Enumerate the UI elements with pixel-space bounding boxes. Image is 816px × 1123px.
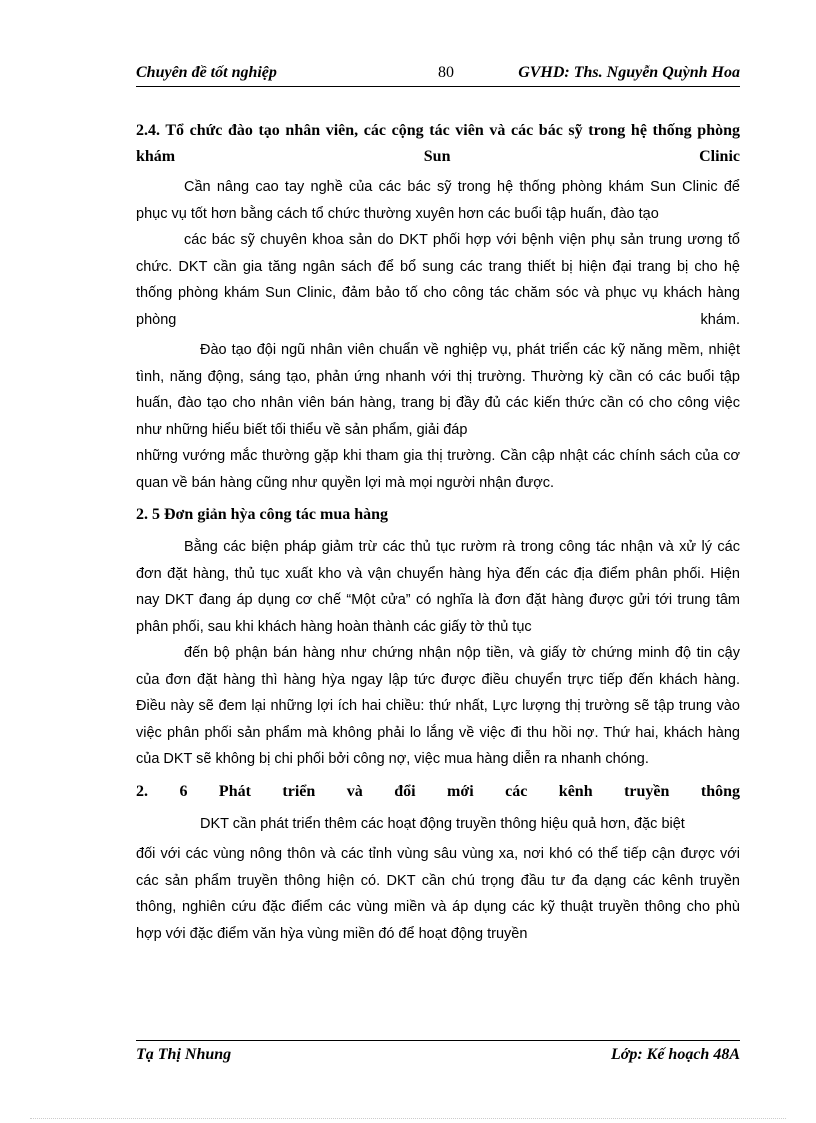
paragraph: Đào tạo đội ngũ nhân viên chuẩn về nghiệp vụ, phát triển các kỹ năng mềm, nhiệt tình, năng động, sáng tạo, phản ứng nhanh với thị trường. Thường kỳ cần có các buổi tập huấn, đào tạo cho nhân viên bán hàng, trang bị đầy đủ các kiến thức cần có cho công việc như những hiểu biết tối thiểu về sản phẩm, giải đáp bbox=[136, 342, 740, 438]
paragraph: những vướng mắc thường gặp khi tham gia thị trường. Cần cập nhật các chính sách của cơ quan về bán hàng cũng như quyền lợi mà mọi người nhận được. bbox=[136, 448, 740, 491]
section-heading-2-5: 2. 5 Đơn giản hỳa công tác mua hàng bbox=[136, 506, 389, 523]
header-rule bbox=[136, 86, 740, 87]
footer-rule bbox=[136, 1040, 740, 1041]
paragraph: đến bộ phận bán hàng như chứng nhận nộp tiền, và giấy tờ chứng minh độ tin cậy của đơn đặt hàng thì hàng hỳa ngay lập tức được điều chuyển trực tiếp đến khách hàng. Điều này sẽ đem lại những lợi ích hai chiều: thứ nhất, Lực lượng thị trường sẽ tập trung vào việc phân phối sản phẩm mà không phải lo lắng về việc đi thu hồi nợ. Thứ hai, khách hàng của DKT sẽ không bị chi phối bởi công nợ, việc mua hàng diễn ra nhanh chóng. bbox=[136, 645, 740, 767]
section-heading-2-6: 2. 6 Phát triển và đổi mới các kênh truyền thông bbox=[136, 782, 740, 800]
page-header bbox=[136, 64, 740, 88]
paragraph: Cần nâng cao tay nghề của các bác sỹ trong hệ thống phòng khám Sun Clinic để phục vụ tốt hơn bằng cách tổ chức thường xuyên hơn các buổi tập huấn, đào tạo bbox=[136, 179, 740, 222]
page-number: 80 bbox=[438, 64, 454, 81]
page-bottom-edge bbox=[30, 1118, 786, 1119]
footer-author: Tạ Thị Nhung bbox=[136, 1046, 232, 1063]
section-heading-2-4: 2.4. Tổ chức đào tạo nhân viên, các cộng tác viên và các bác sỹ trong hệ thống phòng khám Sun Clinic bbox=[136, 122, 740, 165]
paragraph: Bằng các biện pháp giảm trừ các thủ tục rườm rà trong công tác nhận và xử lý các đơn đặt hàng, thủ tục xuất kho và vận chuyển hàng hỳa đến các địa điểm phân phối. Hiện nay DKT đang áp dụng cơ chế “Một cửa” có nghĩa là đơn đặt hàng được gửi tới trung tâm phân phối, sau khi khách hàng hoàn thành các giấy tờ thủ tục bbox=[136, 539, 740, 635]
header-title: Chuyên đề tốt nghiệp bbox=[136, 64, 277, 81]
document-body bbox=[136, 118, 740, 947]
page-footer bbox=[136, 1046, 740, 1070]
paragraph: DKT cần phát triển thêm các hoạt động truyền thông hiệu quả hơn, đặc biệt bbox=[200, 815, 685, 832]
footer-class: Lớp: Kế hoạch 48A bbox=[610, 1046, 740, 1063]
header-advisor: GVHD: Ths. Nguyễn Quỳnh Hoa bbox=[518, 64, 740, 81]
paragraph: các bác sỹ chuyên khoa sản do DKT phối hợp với bệnh viện phụ sản trung ương tổ chức. DKT cần gia tăng ngân sách để bổ sung các trang thiết bị hiện đại trang bị cho hệ thống phòng khám Sun Clinic, đảm bảo tố cho công tác chăm sóc và phục vụ khách hàng phòng khám. bbox=[136, 232, 740, 328]
paragraph: đối với các vùng nông thôn và các tỉnh vùng sâu vùng xa, nơi khó có thể tiếp cận được với các sản phẩm truyền thông hiện có. DKT cần chú trọng đầu tư đa dạng các kênh truyền thông, nghiên cứu đặc điểm các vùng miền và áp dụng các kỹ thuật truyền thông cho phù hợp với đặc điểm văn hỳa vùng miền đó để hoạt động truyền bbox=[136, 846, 740, 942]
